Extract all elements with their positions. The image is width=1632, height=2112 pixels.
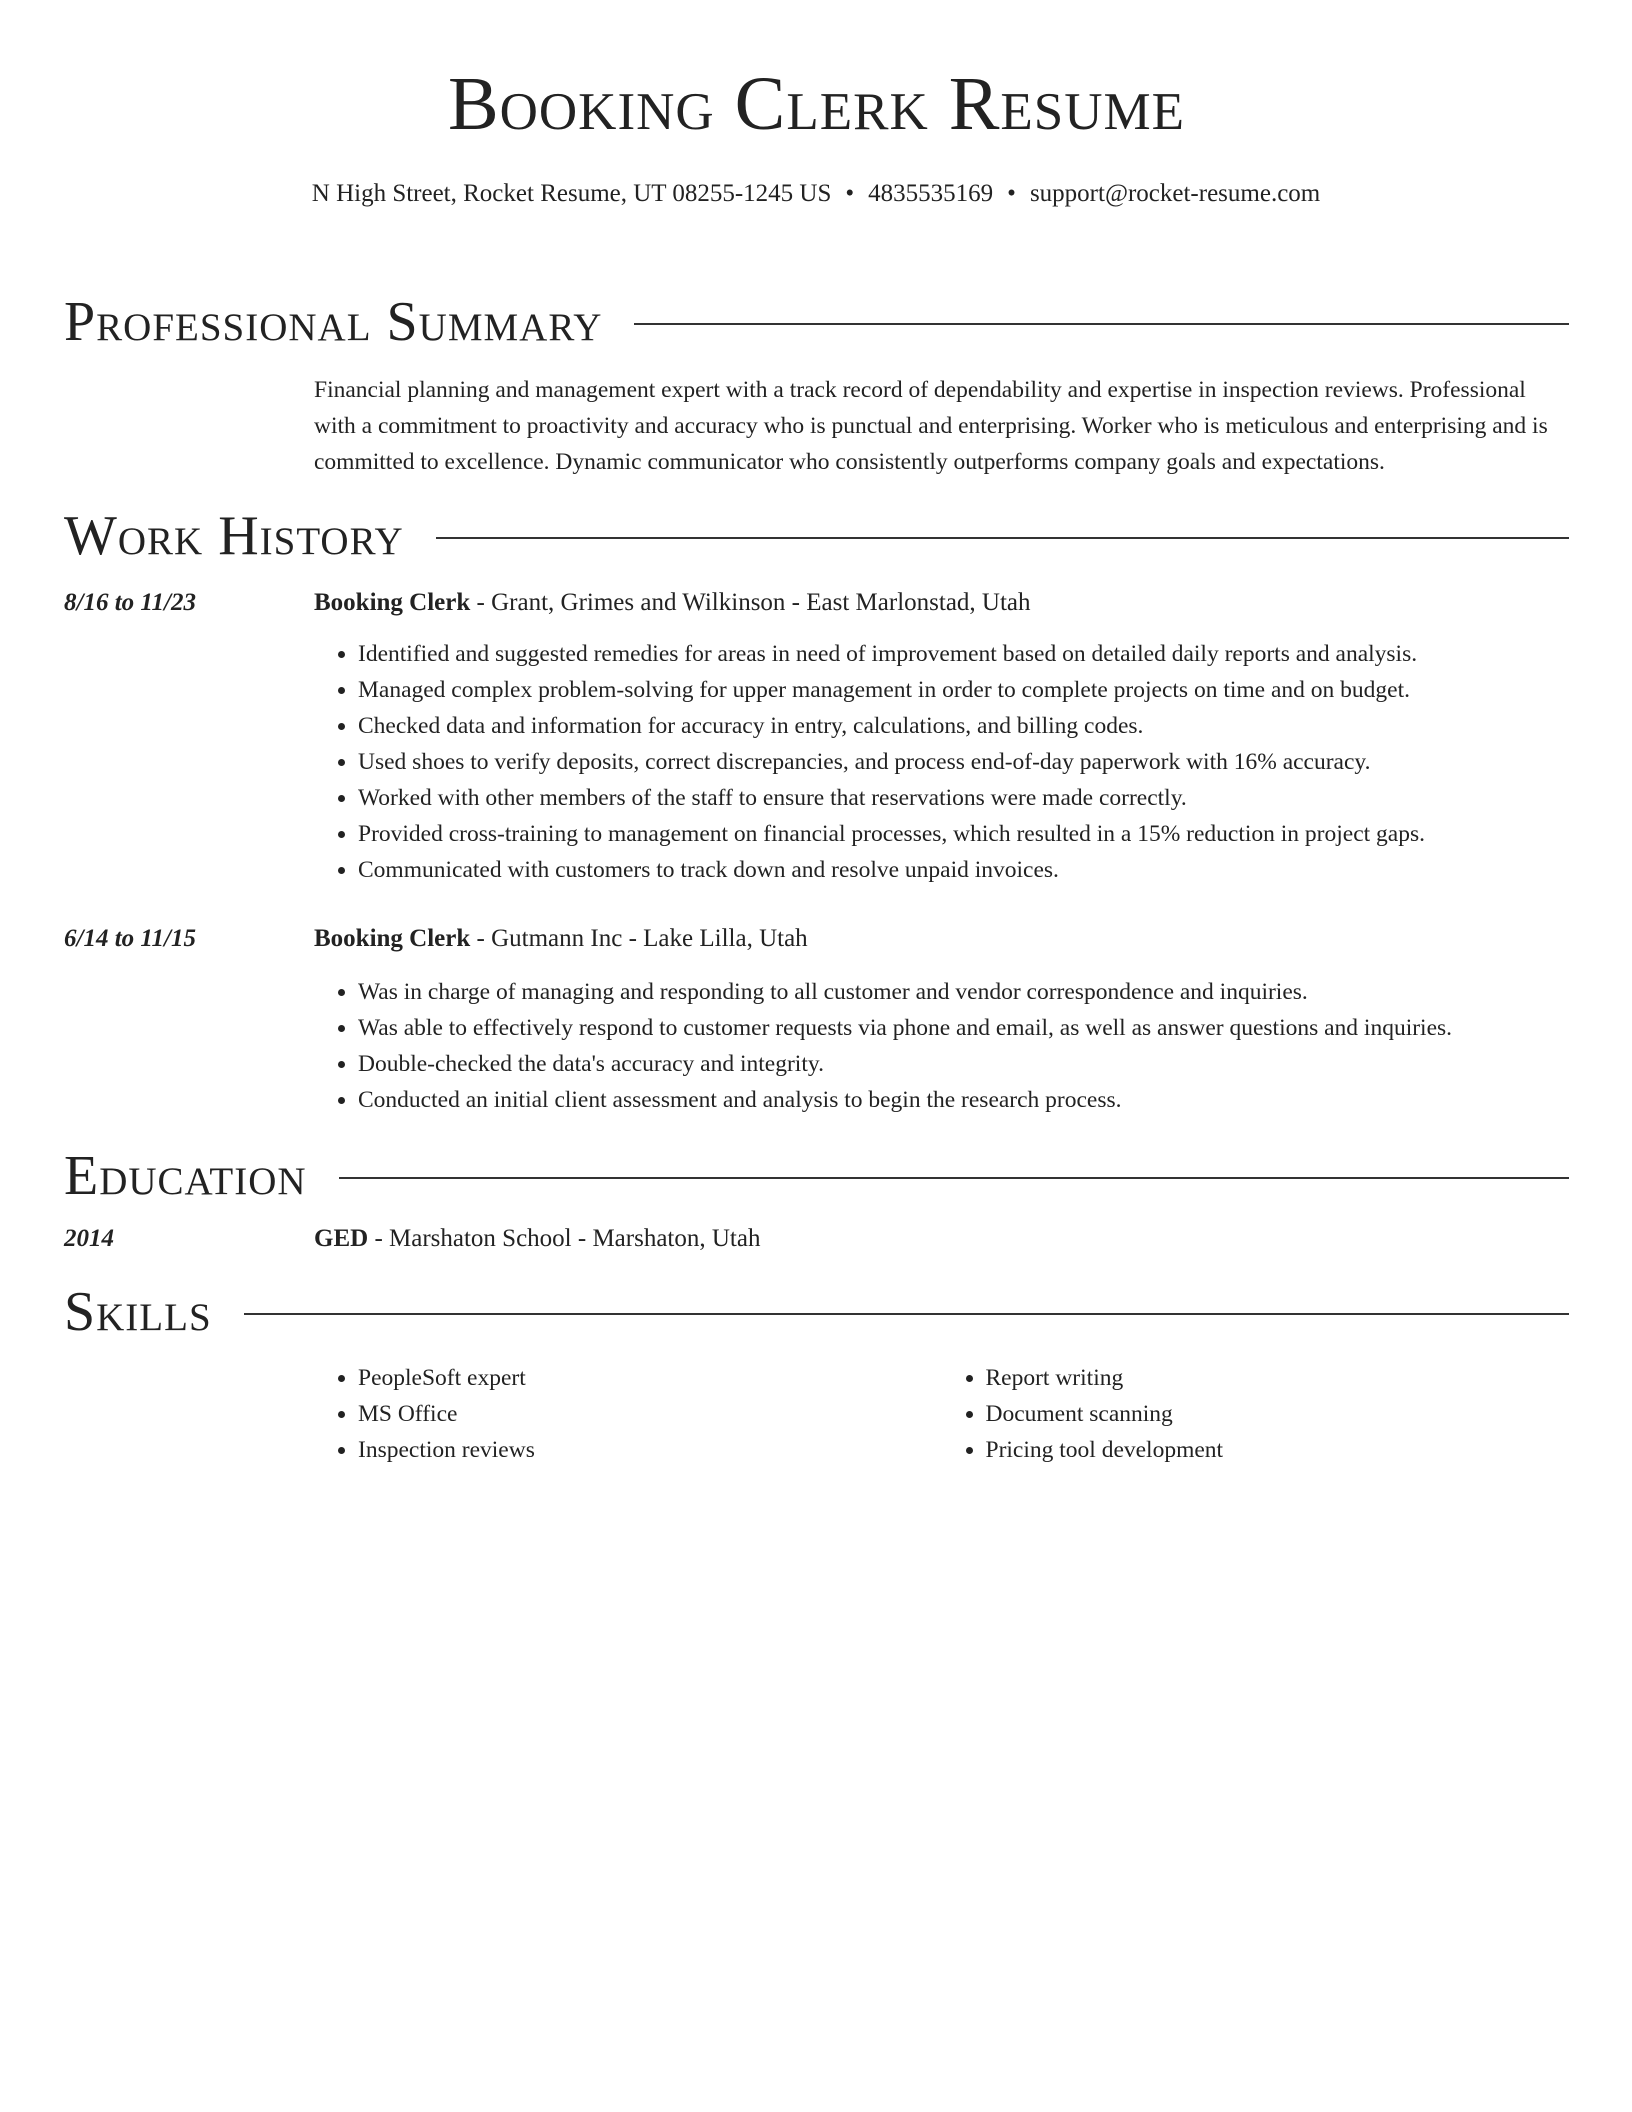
contact-phone: 4835535169 xyxy=(868,180,994,207)
summary-left-spacer xyxy=(64,372,314,480)
contact-email: support@rocket-resume.com xyxy=(1029,180,1321,207)
skill-item: • PeopleSoft expert xyxy=(358,1360,942,1396)
contact-separator: • xyxy=(1007,180,1016,207)
job-details: - Gutmann Inc - Lake Lilla, Utah xyxy=(470,925,808,952)
skills-left-spacer xyxy=(64,1360,314,1468)
education-section-header xyxy=(64,1146,1569,1206)
job-dates: 6/14 to 11/15 xyxy=(64,925,196,952)
summary-heading: Professional Summary xyxy=(64,291,603,353)
skill-item: • Pricing tool development xyxy=(986,1432,1570,1468)
list-item: • Was in charge of managing and responding to all customer and vendor correspondence and inquiries. xyxy=(358,974,1569,1010)
skill-item: • MS Office xyxy=(358,1396,942,1432)
summary-row xyxy=(64,372,1569,480)
section-divider xyxy=(244,1313,1569,1315)
summary-section-header xyxy=(64,292,1569,352)
education-year: 2014 xyxy=(64,1225,114,1252)
section-divider xyxy=(634,323,1569,325)
skill-item: • Inspection reviews xyxy=(358,1432,942,1468)
education-details: - Marshaton School - Marshaton, Utah xyxy=(368,1225,761,1252)
section-divider xyxy=(436,537,1569,539)
skills-section-header xyxy=(64,1282,1569,1342)
skills-heading: Skills xyxy=(64,1281,212,1343)
list-item: • Identified and suggested remedies for areas in need of improvement based on detailed daily reports and analysis. xyxy=(358,636,1569,672)
list-item: • Managed complex problem-solving for upper management in order to complete projects on time and on budget. xyxy=(358,672,1569,708)
job-title-line xyxy=(314,922,1569,956)
skills-list-right xyxy=(942,1360,1570,1468)
job-title-line xyxy=(314,586,1569,620)
skills-grid xyxy=(314,1360,1569,1468)
section-divider xyxy=(339,1177,1569,1179)
job-dates: 8/16 to 11/23 xyxy=(64,589,196,616)
education-entry xyxy=(64,1222,1569,1256)
job-bullets xyxy=(314,974,1569,1118)
job-body xyxy=(314,586,1569,888)
summary-text: Financial planning and management expert with a track record of dependability and expertise in inspection reviews. Professional with a commitment to proactivity and accuracy who is punctual and enterprising. Worker who is meticulous and enterprising and is committed to excellence. Dynamic communicator who consistently outperforms company goals and expectations. xyxy=(314,377,1548,475)
list-item: • Double-checked the data's accuracy and integrity. xyxy=(358,1046,1569,1082)
list-item: • Worked with other members of the staff to ensure that reservations were made correctly. xyxy=(358,780,1569,816)
work-heading: Work History xyxy=(64,505,404,567)
job-entry xyxy=(64,586,1569,888)
skill-item: • Report writing xyxy=(986,1360,1570,1396)
list-item: • Used shoes to verify deposits, correct discrepancies, and process end-of-day paperwork with 16% accuracy. xyxy=(358,744,1569,780)
list-item: • Was able to effectively respond to customer requests via phone and email, as well as answer questions and inquiries. xyxy=(358,1010,1569,1046)
work-section-header xyxy=(64,506,1569,566)
job-details: - Grant, Grimes and Wilkinson - East Marlonstad, Utah xyxy=(470,589,1031,616)
list-item: • Communicated with customers to track down and resolve unpaid invoices. xyxy=(358,852,1569,888)
list-item: • Checked data and information for accuracy in entry, calculations, and billing codes. xyxy=(358,708,1569,744)
job-title: Booking Clerk xyxy=(314,589,471,616)
contact-separator: • xyxy=(845,180,855,207)
job-entry xyxy=(64,922,1569,1118)
page-title: Booking Clerk Resume xyxy=(447,62,1186,146)
job-title: Booking Clerk xyxy=(314,925,471,952)
skills-list-left xyxy=(314,1360,942,1468)
list-item: • Provided cross-training to management on financial processes, which resulted in a 15% reduction in project gaps. xyxy=(358,816,1569,852)
education-line xyxy=(314,1222,1569,1256)
education-heading: Education xyxy=(64,1145,307,1207)
job-body xyxy=(314,922,1569,1118)
skill-item: • Document scanning xyxy=(986,1396,1570,1432)
contact-address: N High Street, Rocket Resume, UT 08255-1245 US xyxy=(311,180,832,207)
job-bullets xyxy=(314,636,1569,888)
contact-line xyxy=(0,177,1632,211)
list-item: • Conducted an initial client assessment and analysis to begin the research process. xyxy=(358,1082,1569,1118)
education-degree: GED xyxy=(314,1225,369,1252)
skills-row xyxy=(64,1360,1569,1468)
